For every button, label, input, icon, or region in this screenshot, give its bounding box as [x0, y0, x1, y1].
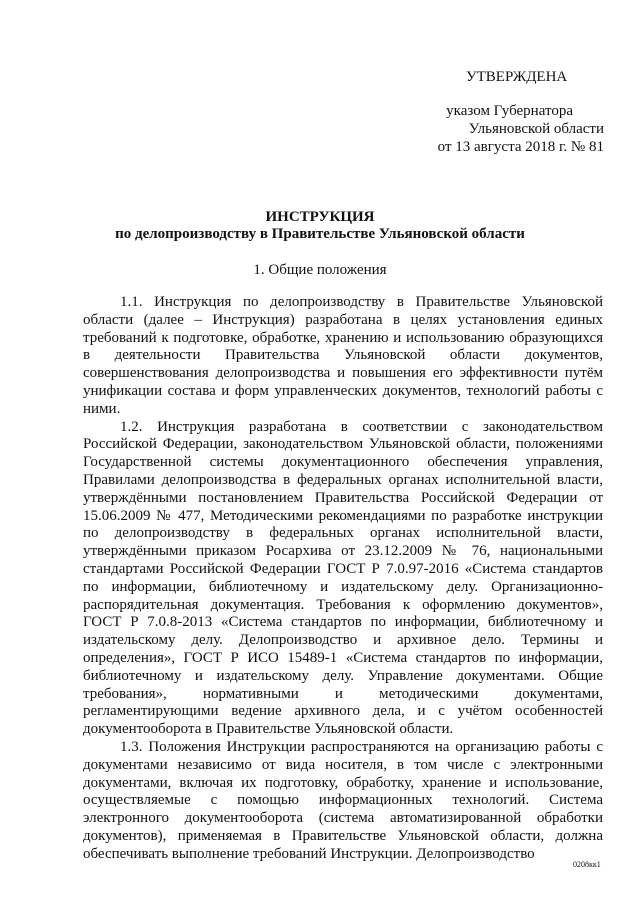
approval-heading: УТВЕРЖДЕНА	[466, 69, 568, 85]
paragraph-1-1: 1.1. Инструкция по делопроизводству в Правительстве Ульяновской области (далее – Инструкция) разработана в целях установления единых требований к подготовке, обработке, хранению и использованию образующихся в деятельности Правительства Ульяновской области документов, совершенствования делопроизводства и повышения его эффективности путём унификации состава и форм управленческих документов, технологий работы с ними.	[83, 294, 603, 417]
document-title: ИНСТРУКЦИЯ	[265, 209, 375, 225]
paragraph-1-2: 1.2. Инструкция разработана в соответствии с законодательством Российской Федерации, законодательством Ульяновской области, положениями Государственной системы документационного обеспечения управления, Правилами делопроизводства в федеральных органах исполнительной власти, утверждёнными постановлением Правительства Российской Федерации от 15.06.2009 № 477, Методическими рекомендациями по разработке инструкции по делопроизводству в федеральных органах исполнительной власти, утверждёнными приказом Росархива от 23.12.2009 № 76, национальными стандартами Российской Федерации ГОСТ Р 7.0.97-2016 «Система стандартов по информации, библиотечному и издательскому делу. Организационно-распорядительная документация. Требования к оформлению документов», ГОСТ Р 7.0.8-2013 «Система стандартов по информации, библиотечному и издательскому делу. Делопроизводство и архивное дело. Термины и определения», ГОСТ Р ИСО 15489-1 «Система стандартов по информации, библиотечному и издательскому делу. Управление документами. Общие требования», нормативными и методическими документами, регламентирующими ведение архивного дела, и с учётом особенностей документооборота в Правительстве Ульяновской области.	[83, 418, 603, 738]
approval-line-2: Ульяновской области	[468, 121, 604, 137]
section-heading: 1. Общие положения	[253, 262, 387, 278]
approval-line-1: указом Губернатора	[446, 103, 573, 119]
document-body	[83, 294, 603, 864]
footer-code: 0208кк1	[573, 860, 601, 869]
document-subtitle: по делопроизводству в Правительстве Ульяновской области	[115, 226, 525, 242]
approval-line-3: от 13 августа 2018 г. № 81	[437, 139, 604, 155]
approval-details	[438, 102, 604, 156]
paragraph-1-3: 1.3. Положения Инструкции распространяются на организацию работы с документами независимо от вида носителя, в том числе с электронными документами, включая их подготовку, обработку, хранение и использование, осуществляемые с помощью информационных технологий. Система электронного документооборота (система автоматизированной обработки документов), применяемая в Правительстве Ульяновской области, должна обеспечивать выполнение требований Инструкции. Делопроизводство	[83, 738, 603, 862]
